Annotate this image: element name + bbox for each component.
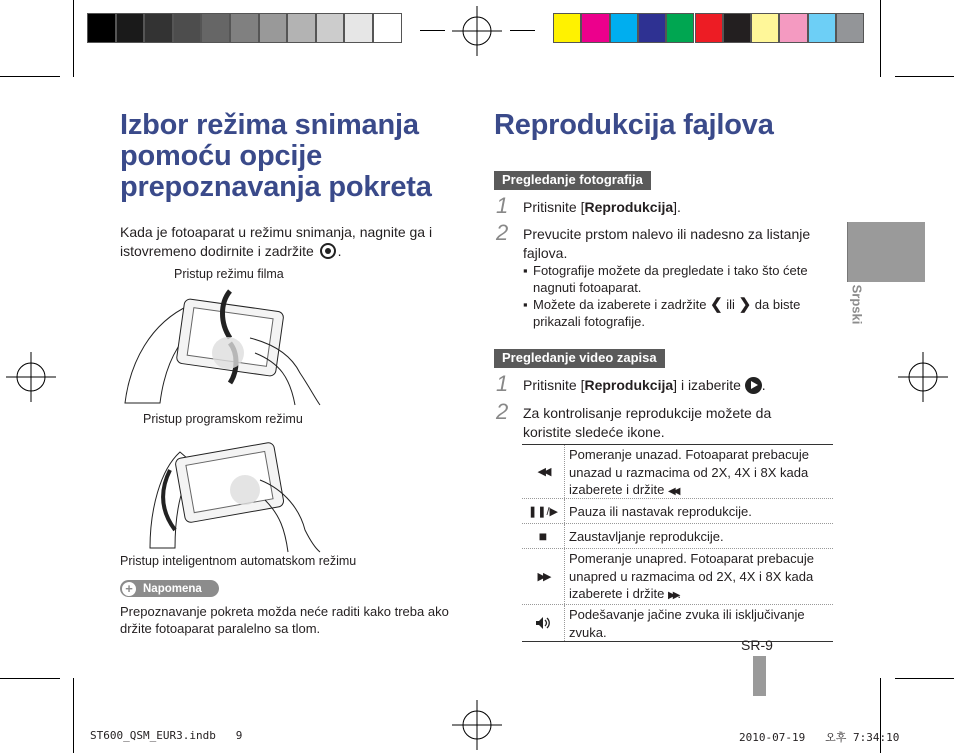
crop-mark	[895, 76, 954, 77]
crop-mark	[895, 678, 954, 679]
table-row	[522, 605, 833, 641]
plus-icon: +	[122, 582, 136, 596]
color-swatch	[808, 13, 836, 43]
language-tab-label: Srpski	[849, 284, 865, 325]
step-number: 1	[496, 193, 509, 218]
control-description: Zaustavljanje reprodukcije.	[569, 529, 724, 544]
color-swatch	[666, 13, 694, 43]
control-description: Pomeranje unapred. Fotoaparat prebacuje unapred u razmacima od 2X, 4X i 8X kada izaberete i držite ▶▶.	[569, 551, 814, 601]
table-row	[522, 549, 833, 605]
caption-program-mode: Pristup programskom režimu	[143, 412, 303, 426]
chevron-right-icon: ❯	[738, 296, 752, 313]
language-tab	[847, 222, 925, 282]
caption-movie-mode: Pristup režimu filma	[174, 267, 284, 281]
caption-smart-auto-mode: Pristup inteligentnom automatskom režimu	[120, 554, 357, 568]
crop-mark	[73, 678, 74, 753]
playback-controls-table	[522, 444, 833, 642]
step-text: Pritisnite [Reprodukcija].	[523, 199, 681, 215]
bullet-text: Fotografije možete da pregledate i tako što ćete nagnuti fotoaparat.	[533, 263, 808, 295]
bullet-marker: ▪	[523, 297, 528, 312]
step-text: Za kontrolisanje reprodukcije možete da koristite sledeće ikone.	[523, 405, 772, 440]
color-swatch	[836, 13, 864, 43]
step-number: 2	[496, 399, 509, 424]
bullet-text: Možete da izaberete i zadržite ❮ ili ❯ da biste prikazali fotografije.	[533, 296, 801, 329]
color-swatch	[373, 13, 402, 43]
section-title: Reprodukcija fajlova	[494, 109, 774, 141]
table-row	[522, 445, 833, 499]
crop-mark	[0, 678, 60, 679]
tab-divider	[847, 222, 848, 282]
color-swatch	[287, 13, 316, 43]
registration-target-icon	[452, 700, 502, 750]
color-swatch	[553, 13, 581, 43]
fast-forward-icon: ▶▶	[522, 549, 565, 604]
table-row	[522, 524, 833, 549]
control-description: Podešavanje jačine zvuka ili isključivanje zvuka.	[569, 607, 805, 640]
subsection-heading-videos: Pregledanje video zapisa	[494, 349, 665, 368]
page-title: Izbor režima snimanja pomoću opcije prepoznavanja pokreta	[120, 109, 432, 203]
rewind-icon: ◀◀	[522, 445, 565, 498]
camera-tilt-illustration-movie	[120, 283, 335, 408]
bullet-marker: ▪	[523, 263, 528, 278]
motion-recognition-icon	[318, 242, 338, 260]
note-badge	[120, 580, 219, 597]
color-swatch	[344, 13, 373, 43]
subsection-heading-photos: Pregledanje fotografija	[494, 171, 651, 190]
camera-tilt-illustration-program	[120, 430, 335, 555]
rewind-icon: ◀◀	[668, 486, 678, 497]
page-number: SR-9	[741, 637, 773, 653]
table-row	[522, 499, 833, 524]
registration-target-icon	[898, 352, 948, 402]
crop-mark	[880, 0, 881, 77]
intro-text: Kada je fotoaparat u režimu snimanja, nagnite ga i istovremeno dodirnite i zadržite .	[120, 224, 433, 259]
pause-play-icon: ❚❚/▶	[522, 499, 565, 523]
color-swatch	[144, 13, 173, 43]
note-text: Prepoznavanje pokreta možda neće raditi kako treba ako držite fotoaparat paralelno sa tlom.	[120, 604, 449, 636]
step-number: 1	[496, 371, 509, 396]
color-swatch	[259, 13, 288, 43]
color-swatch	[695, 13, 723, 43]
control-description: Pomeranje unazad. Fotoaparat prebacuje unazad u razmacima od 2X, 4X i 8X kada izaberete i držite ◀◀.	[569, 447, 809, 497]
color-swatch	[723, 13, 751, 43]
crop-mark	[73, 0, 74, 77]
step-text: Prevucite prstom nalevo ili nadesno za listanje fajlova.	[523, 226, 811, 261]
color-swatch	[116, 13, 145, 43]
color-swatch	[316, 13, 345, 43]
fast-forward-icon: ▶▶	[668, 590, 678, 601]
registration-target-icon	[6, 352, 56, 402]
color-swatch	[751, 13, 779, 43]
chevron-left-icon: ❮	[710, 296, 723, 313]
color-swatch	[173, 13, 202, 43]
control-description: Pauza ili nastavak reprodukcije.	[569, 504, 752, 519]
page-tab-marker	[753, 656, 766, 696]
volume-icon	[522, 605, 565, 641]
footer-filename: ST600_QSM_EUR3.indb 9	[90, 729, 243, 742]
footer-timestamp: 2010-07-19 오후 7:34:10	[739, 731, 900, 744]
color-swatch	[779, 13, 807, 43]
color-swatch	[201, 13, 230, 43]
step-number: 2	[496, 220, 509, 245]
crop-mark	[0, 76, 60, 77]
step-text: Pritisnite [Reprodukcija] i izaberite .	[523, 377, 766, 393]
registration-target-icon	[452, 6, 502, 56]
stop-icon: ■	[522, 524, 565, 548]
color-swatch	[87, 13, 116, 43]
color-swatch	[581, 13, 609, 43]
note-label: Napomena	[143, 582, 202, 595]
color-swatch	[230, 13, 259, 43]
color-swatch	[638, 13, 666, 43]
crop-mark	[510, 30, 535, 31]
play-circle-icon	[745, 377, 762, 394]
color-swatch	[610, 13, 638, 43]
crop-mark	[420, 30, 445, 31]
